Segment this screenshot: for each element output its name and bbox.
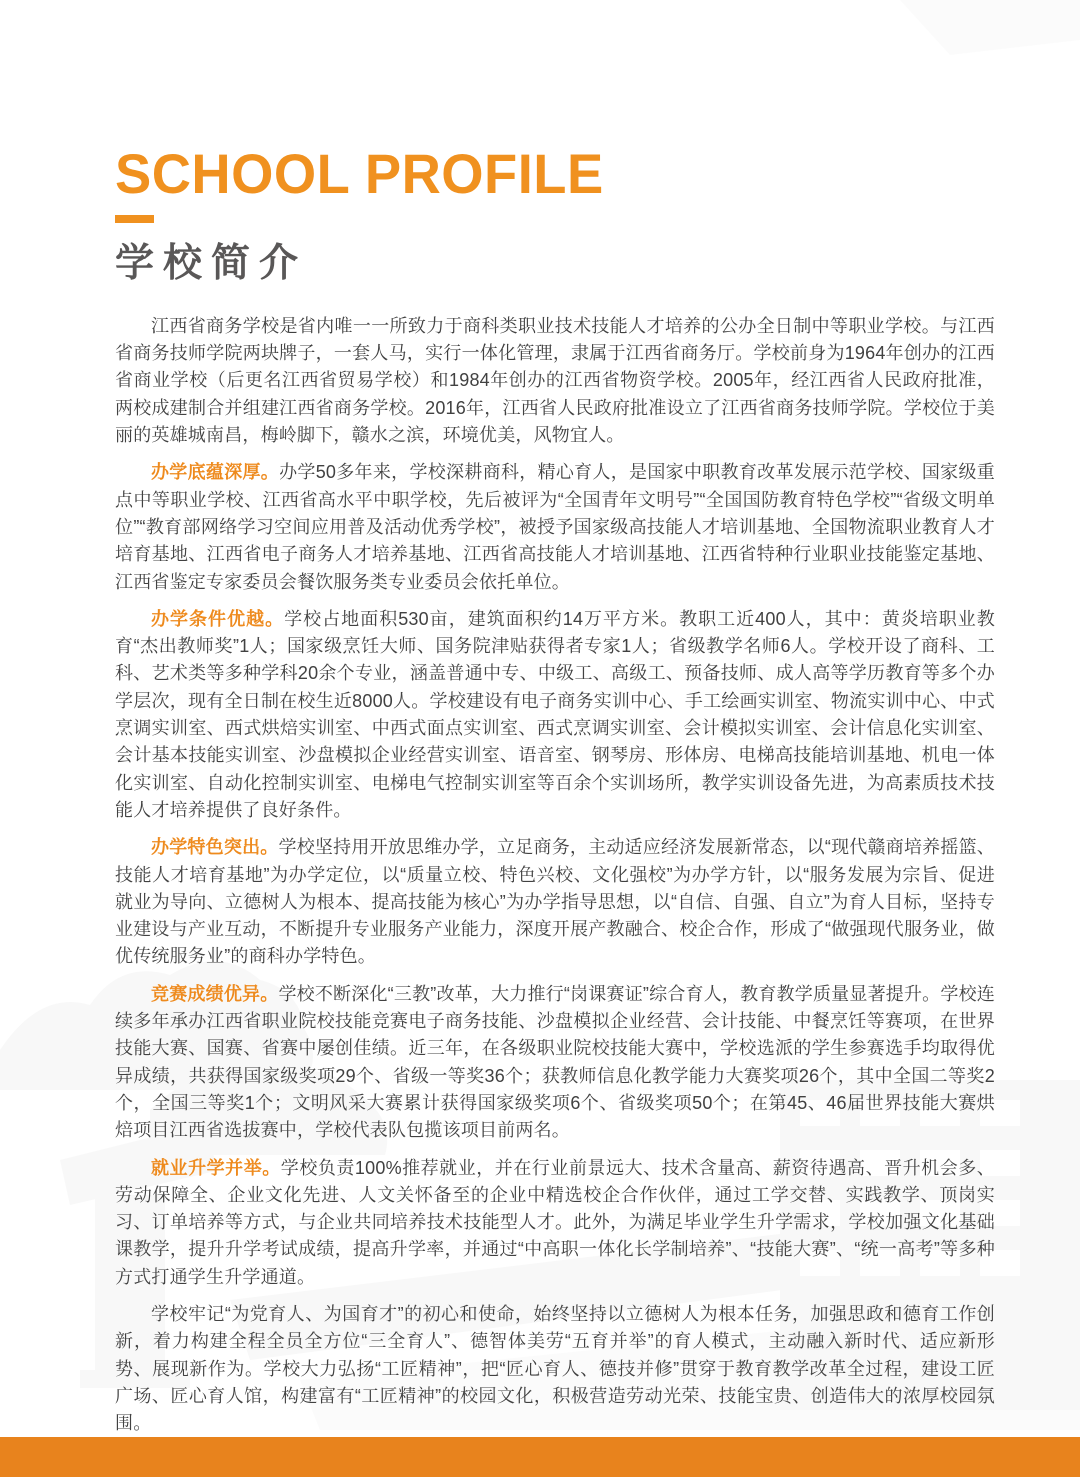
paragraph-text: 江西省商务学校是省内唯一一所致力于商科类职业技术技能人才培养的公办全日制中等职业学校。与江西省商务技师学院两块牌子，一套人马，实行一体化管理，隶属于江西省商务厅。学校前身为1964年创办的江西省商业学校（后更名江西省贸易学校）和1984年创办的江西省物资学校。2005年，经江西省人民政府批准，两校成建制合并组建江西省商务学校。2016年，江西省人民政府批准设立了江西省商务技师学院。学校位于美丽的英雄城南昌，梅岭脚下，赣水之滨，环境优美，风物宜人。: [115, 315, 995, 446]
paragraph-intro: [115, 313, 995, 449]
paragraph-text: 学校不断深化“三教”改革，大力推行“岗课赛证”综合育人，教育教学质量显著提升。学校连续多年承办江西省职业院校技能竞赛电子商务技能、沙盘模拟企业经营、会计技能、中餐烹饪等赛项，在世界技能大赛、国赛、省赛中屡创佳绩。近三年，在各级职业院校技能大赛中，学校选派的学生参赛选手均取得优异成绩，共获得国家级奖项29个、省级一等奖36个；获教师信息化教学能力大赛奖项26个，其中全国二等奖2个，全国三等奖1个；文明风采大赛累计获得国家级奖项6个、省级奖项50个；在第45、46届世界技能大赛烘焙项目江西省选拔赛中，学校代表队包揽该项目前两名。: [115, 983, 996, 1141]
paragraph-text: 学校占地面积530亩，建筑面积约14万平方米。教职工近400人，其中：黄炎培职业教育“杰出教师奖”1人；国家级烹饪大师、国务院津贴获得者专家1人；省级教学名师6人。学校开设了商科、工科、艺术类等多种学科20余个专业，涵盖普通中专、中级工、高级工、预备技师、成人高等学历教育等多个办学层次，现有全日制在校生近8000人。学校建设有电子商务实训中心、手工绘画实训室、物流实训中心、中式烹调实训室、西式烘焙实训室、中西式面点实训室、西式烹调实训室、会计模拟实训室、会计信息化实训室、会计基本技能实训室、沙盘模拟企业经营实训室、语音室、钢琴房、形体房、电梯高技能培训基地、机电一体化实训室、自动化控制实训室、电梯电气控制实训室等百余个实训场所，教学实训设备先进，为高素质技术技能人才培养提供了良好条件。: [115, 608, 995, 820]
paragraph-label: 办学底蕴深厚。: [151, 462, 280, 483]
paragraph-facilities: [115, 606, 995, 824]
title-accent-dash: [115, 215, 154, 223]
paragraph-text: 学校负责100%推荐就业，并在行业前景远大、技术含量高、薪资待遇高、晋升机会多、劳动保障全、企业文化先进、人文关怀备至的企业中精选校企合作伙伴，通过工学交替、实践教学、顶岗实习、订单培养等方式，与企业共同培养技术技能型人才。此外，为满足毕业学生升学需求，学校加强文化基础课教学，提升升学考试成绩，提高升学率，并通过“中高职一体化长学制培养”、“技能大赛”、“统一高考”等多种方式打通学生升学通道。: [115, 1157, 995, 1287]
page-title-chinese: 学校简介: [115, 242, 308, 285]
paragraph-text: 学校牢记“为党育人、为国育才”的初心和使命，始终坚持以立德树人为根本任务，加强思政和德育工作创新，着力构建全程全员全方位“三全育人”、德智体美劳“五育并举”的育人模式，主动融入新时代、适应新形势、展现新作为。学校大力弘扬“工匠精神”，把“匠心育人、德技并修”贯穿于教育教学改革全过程，建设工匠广场、匠心育人馆，构建富有“工匠精神”的校园文化，积极营造劳动光荣、技能宝贵、创造伟大的浓厚校园氛围。: [115, 1303, 995, 1434]
page-title-english: SCHOOL PROFILE: [115, 142, 604, 205]
paragraph-characteristics: [115, 834, 995, 970]
paragraph-label: 就业升学并举。: [151, 1157, 281, 1178]
paragraph-text: 办学50多年来，学校深耕商科，精心育人，是国家中职教育改革发展示范学校、国家级重点中等职业学校、江西省高水平中职学校，先后被评为“全国青年文明号”“全国国防教育特色学校”“省级文明单位”“教育部网络学习空间应用普及活动优秀学校”，被授予国家级高技能人才培训基地、全国物流职业教育人才培育基地、江西省电子商务人才培养基地、江西省高技能人才培训基地、江西省特种行业职业技能鉴定基地、江西省鉴定专家委员会餐饮服务类专业委员会依托单位。: [115, 462, 995, 592]
paragraph-mission: [115, 1301, 995, 1437]
footer-accent-bar: [0, 1437, 1080, 1477]
paragraph-label: 办学特色突出。: [151, 837, 279, 858]
paragraph-text: 学校坚持用开放思维办学，立足商务，主动适应经济发展新常态，以“现代赣商培养摇篮、技能人才培育基地”为办学定位，以“质量立校、特色兴校、文化强校”为办学方针，以“服务发展为宗旨、促进就业为导向、立德树人为根本、提高技能为核心”为办学指导思想，以“自信、自强、自立”为育人目标，坚持专业建设与产业互动，不断提升专业服务产业能力，深度开展产教融合、校企合作，形成了“做强现代服务业，做优传统服务业”的商科办学特色。: [115, 837, 995, 967]
paragraph-competitions: [115, 981, 995, 1145]
page-content: [115, 142, 996, 1447]
paragraph-label: 办学条件优越。: [151, 608, 285, 629]
profile-body: [115, 313, 995, 1438]
paragraph-employment: [115, 1155, 995, 1291]
paragraph-heritage: [115, 459, 995, 595]
paragraph-label: 竞赛成绩优异。: [151, 983, 279, 1004]
